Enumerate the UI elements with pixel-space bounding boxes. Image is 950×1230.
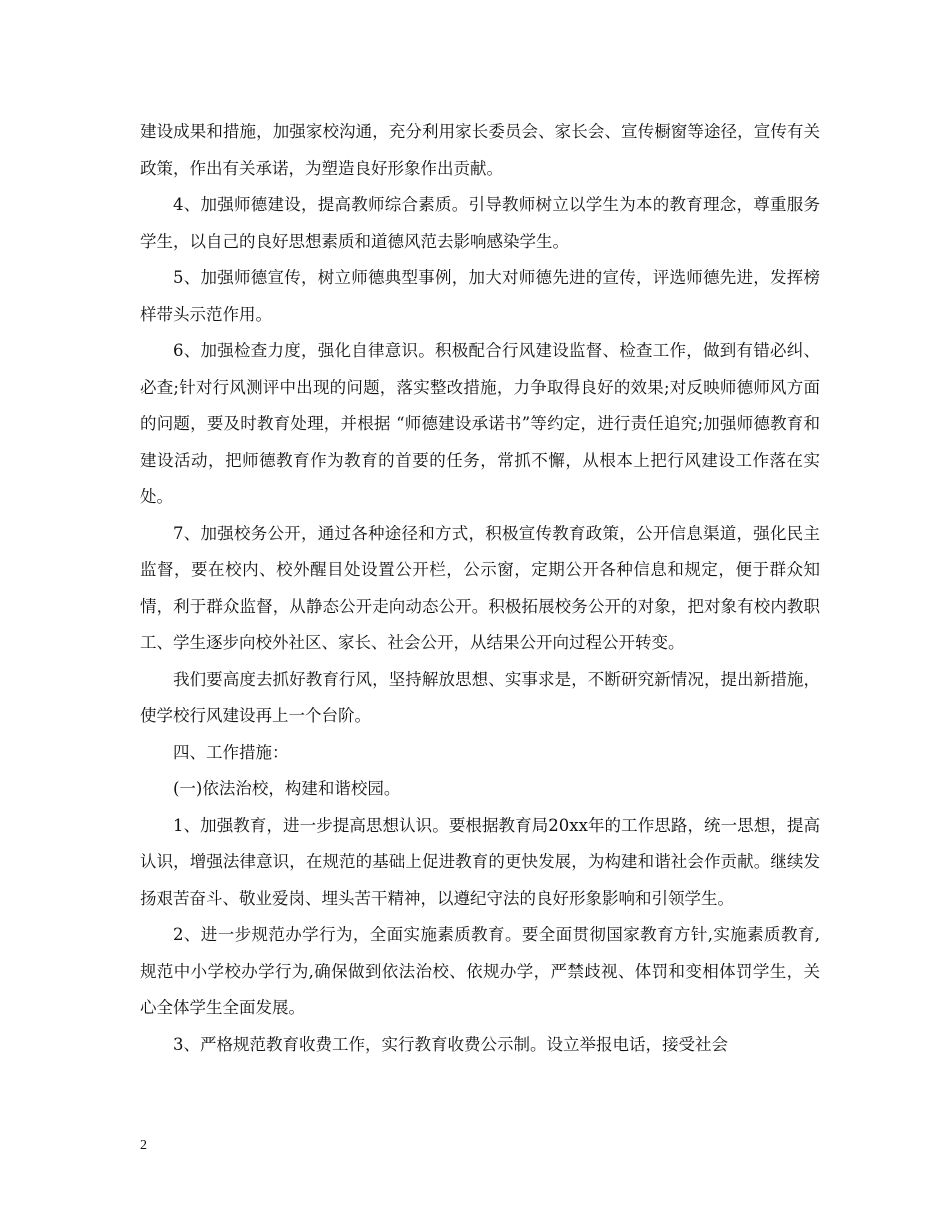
paragraph: 7、加强校务公开，通过各种途径和方式，积极宣传教育政策，公开信息渠道，强化民主监督，要在校内、校外醒目处设置公开栏，公示窗，定期公开各种信息和规定，便于群众知情，利于群众监督，从静态公开走向动态公开。积极拓展校务公开的对象，把对象有校内教职工、学生逐步向校外社区、家长、社会公开，从结果公开向过程公开转变。: [140, 523, 820, 652]
paragraph: 2、进一步规范办学行为，全面实施素质教育。要全面贯彻国家教育方针,实施素质教育, 规范中小学校办学行为,确保做到依法治校、依规办学，严禁歧视、体罚和变相体罚学生，关心全体学生全面发展。: [140, 925, 820, 1017]
section-heading: 四、工作措施：: [173, 742, 289, 762]
subsection-heading: (一)依法治校，构建和谐校园。: [173, 779, 401, 798]
paragraph: 我们要高度去抓好教育行风，坚持解放思想、实事求是，不断研究新情况，提出新措施，使学校行风建设再上一个台阶。: [140, 669, 820, 725]
paragraph: 4、加强师德建设，提高教师综合素质。引导教师树立以学生为本的教育理念，尊重服务学生，以自己的良好思想素质和道德风范去影响感染学生。: [140, 195, 820, 251]
paragraph: 6、加强检查力度，强化自律意识。积极配合行风建设监督、检查工作，做到有错必纠、必查;针对行风测评中出现的问题，落实整改措施，力争取得良好的效果;对反映师德师风方面的问题，要及时教育处理，并根据 “师德建设承诺书”等约定，进行责任追究;加强师德教育和建设活动，把师德教育作为教育的首要的任务，常抓不懈，从根本上把行风建设工作落在实处。: [140, 341, 820, 506]
paragraph: 3、严格规范教育收费工作，实行教育收费公示制。设立举报电话，接受社会: [173, 1034, 728, 1054]
paragraph: 1、加强教育，进一步提高思想认识。要根据教育局20xx年的工作思路，统一思想，提高认识，增强法律意识，在规范的基础上促进教育的更快发展，为构建和谐社会作贡献。继续发扬艰苦奋斗、敬业爱岗、埋头苦干精神，以遵纪守法的良好形象影响和引领学生。: [140, 815, 820, 908]
paragraph: 建设成果和措施，加强家校沟通，充分利用家长委员会、家长会、宣传橱窗等途径，宣传有关政策，作出有关承诺，为塑造良好形象作出贡献。: [140, 122, 820, 178]
page-number: 2: [140, 1138, 147, 1153]
paragraph: 5、加强师德宣传，树立师德典型事例，加大对师德先进的宣传，评选师德先进，发挥榜样带头示范作用。: [140, 268, 820, 324]
document-body: [140, 114, 820, 1063]
